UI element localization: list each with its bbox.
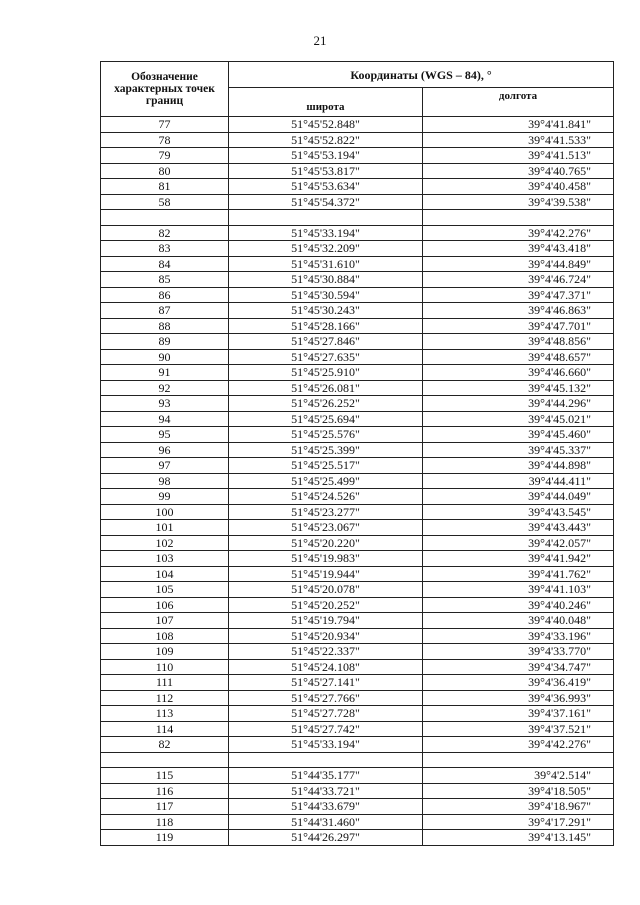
longitude-cell: 39°4'48.856" — [423, 334, 614, 350]
point-id-cell: 92 — [101, 380, 229, 396]
table-row — [101, 830, 614, 846]
latitude-cell: 51°45'53.817" — [229, 163, 423, 179]
point-id-cell: 112 — [101, 690, 229, 706]
empty-cell — [423, 210, 614, 226]
table-row — [101, 396, 614, 412]
table-row — [101, 442, 614, 458]
table-row — [101, 163, 614, 179]
latitude-cell: 51°45'52.822" — [229, 132, 423, 148]
latitude-cell: 51°45'31.610" — [229, 256, 423, 272]
longitude-header: долгота — [423, 88, 614, 117]
longitude-cell: 39°4'37.161" — [423, 706, 614, 722]
latitude-cell: 51°45'30.594" — [229, 287, 423, 303]
latitude-cell: 51°45'19.944" — [229, 566, 423, 582]
empty-cell — [229, 752, 423, 768]
point-id-cell: 87 — [101, 303, 229, 319]
table-row — [101, 303, 614, 319]
longitude-cell: 39°4'43.545" — [423, 504, 614, 520]
point-id-cell: 90 — [101, 349, 229, 365]
table-row — [101, 132, 614, 148]
latitude-cell: 51°45'24.526" — [229, 489, 423, 505]
longitude-cell: 39°4'41.942" — [423, 551, 614, 567]
latitude-cell: 51°45'20.934" — [229, 628, 423, 644]
longitude-cell: 39°4'40.246" — [423, 597, 614, 613]
latitude-cell: 51°44'33.679" — [229, 799, 423, 815]
table-row — [101, 659, 614, 675]
point-id-cell: 108 — [101, 628, 229, 644]
table-row — [101, 148, 614, 164]
longitude-cell: 39°4'46.660" — [423, 365, 614, 381]
table-row — [101, 768, 614, 784]
longitude-cell: 39°4'41.762" — [423, 566, 614, 582]
longitude-cell: 39°4'45.132" — [423, 380, 614, 396]
longitude-cell: 39°4'13.145" — [423, 830, 614, 846]
longitude-cell: 39°4'39.538" — [423, 194, 614, 210]
table-row — [101, 597, 614, 613]
table-row — [101, 380, 614, 396]
latitude-cell: 51°45'22.337" — [229, 644, 423, 660]
table-row — [101, 365, 614, 381]
latitude-cell: 51°44'31.460" — [229, 814, 423, 830]
longitude-cell: 39°4'41.533" — [423, 132, 614, 148]
table-row — [101, 318, 614, 334]
longitude-cell: 39°4'41.103" — [423, 582, 614, 598]
latitude-cell: 51°45'27.846" — [229, 334, 423, 350]
latitude-cell: 51°45'25.694" — [229, 411, 423, 427]
table-separator-row — [101, 210, 614, 226]
point-id-cell: 58 — [101, 194, 229, 210]
point-id-cell: 98 — [101, 473, 229, 489]
longitude-cell: 39°4'40.765" — [423, 163, 614, 179]
latitude-cell: 51°45'23.277" — [229, 504, 423, 520]
point-id-cell: 104 — [101, 566, 229, 582]
latitude-cell: 51°45'20.220" — [229, 535, 423, 551]
point-id-cell: 105 — [101, 582, 229, 598]
point-id-cell: 99 — [101, 489, 229, 505]
table-separator-row — [101, 752, 614, 768]
longitude-cell: 39°4'44.049" — [423, 489, 614, 505]
table-row — [101, 737, 614, 753]
longitude-cell: 39°4'42.276" — [423, 737, 614, 753]
point-id-cell: 85 — [101, 272, 229, 288]
latitude-cell: 51°45'26.081" — [229, 380, 423, 396]
table-row — [101, 256, 614, 272]
longitude-cell: 39°4'40.048" — [423, 613, 614, 629]
table-row — [101, 520, 614, 536]
table-row — [101, 287, 614, 303]
latitude-cell: 51°45'33.194" — [229, 225, 423, 241]
point-id-cell: 96 — [101, 442, 229, 458]
latitude-cell: 51°45'25.517" — [229, 458, 423, 474]
longitude-cell: 39°4'36.993" — [423, 690, 614, 706]
longitude-cell: 39°4'2.514" — [423, 768, 614, 784]
point-id-cell: 82 — [101, 225, 229, 241]
point-id-cell: 113 — [101, 706, 229, 722]
longitude-cell: 39°4'43.418" — [423, 241, 614, 257]
empty-cell — [423, 752, 614, 768]
latitude-cell: 51°45'25.576" — [229, 427, 423, 443]
longitude-cell: 39°4'44.898" — [423, 458, 614, 474]
table-row — [101, 644, 614, 660]
table-row — [101, 334, 614, 350]
point-id-cell: 78 — [101, 132, 229, 148]
table-body — [101, 117, 614, 846]
table-row — [101, 241, 614, 257]
longitude-cell: 39°4'18.505" — [423, 783, 614, 799]
coordinates-table — [100, 61, 614, 846]
table-row — [101, 117, 614, 133]
table-row — [101, 551, 614, 567]
table-row — [101, 613, 614, 629]
latitude-cell: 51°44'26.297" — [229, 830, 423, 846]
longitude-cell: 39°4'47.701" — [423, 318, 614, 334]
point-id-cell: 114 — [101, 721, 229, 737]
table-row — [101, 675, 614, 691]
longitude-cell: 39°4'37.521" — [423, 721, 614, 737]
point-id-cell: 77 — [101, 117, 229, 133]
point-id-cell: 100 — [101, 504, 229, 520]
longitude-cell: 39°4'42.057" — [423, 535, 614, 551]
longitude-cell: 39°4'44.411" — [423, 473, 614, 489]
longitude-cell: 39°4'33.770" — [423, 644, 614, 660]
longitude-cell: 39°4'36.419" — [423, 675, 614, 691]
point-id-cell: 117 — [101, 799, 229, 815]
longitude-cell: 39°4'41.513" — [423, 148, 614, 164]
latitude-cell: 51°45'52.848" — [229, 117, 423, 133]
longitude-cell: 39°4'46.724" — [423, 272, 614, 288]
point-id-cell: 119 — [101, 830, 229, 846]
table-row — [101, 566, 614, 582]
latitude-cell: 51°45'27.635" — [229, 349, 423, 365]
table-row — [101, 473, 614, 489]
latitude-cell: 51°45'23.067" — [229, 520, 423, 536]
table-row — [101, 535, 614, 551]
latitude-cell: 51°45'33.194" — [229, 737, 423, 753]
point-id-cell: 106 — [101, 597, 229, 613]
latitude-cell: 51°45'25.399" — [229, 442, 423, 458]
latitude-cell: 51°45'20.078" — [229, 582, 423, 598]
table-row — [101, 349, 614, 365]
point-id-cell: 118 — [101, 814, 229, 830]
table-row — [101, 628, 614, 644]
table-row — [101, 504, 614, 520]
longitude-cell: 39°4'44.849" — [423, 256, 614, 272]
latitude-cell: 51°45'27.742" — [229, 721, 423, 737]
latitude-cell: 51°45'19.983" — [229, 551, 423, 567]
longitude-cell: 39°4'45.460" — [423, 427, 614, 443]
table-row — [101, 582, 614, 598]
table-row — [101, 721, 614, 737]
point-id-cell: 101 — [101, 520, 229, 536]
point-id-cell: 95 — [101, 427, 229, 443]
table-row — [101, 194, 614, 210]
table-row — [101, 225, 614, 241]
latitude-header: широта — [229, 88, 423, 117]
longitude-cell: 39°4'48.657" — [423, 349, 614, 365]
point-id-cell: 82 — [101, 737, 229, 753]
point-id-cell: 83 — [101, 241, 229, 257]
table-row — [101, 706, 614, 722]
point-id-cell: 103 — [101, 551, 229, 567]
empty-cell — [101, 210, 229, 226]
table-row — [101, 272, 614, 288]
page-number: 21 — [313, 33, 327, 48]
table-row — [101, 427, 614, 443]
table-row — [101, 814, 614, 830]
longitude-cell: 39°4'43.443" — [423, 520, 614, 536]
latitude-cell: 51°45'53.194" — [229, 148, 423, 164]
point-id-cell: 86 — [101, 287, 229, 303]
longitude-cell: 39°4'33.196" — [423, 628, 614, 644]
coordinates-header: Координаты (WGS – 84), ° — [229, 62, 614, 88]
longitude-cell: 39°4'46.863" — [423, 303, 614, 319]
longitude-cell: 39°4'45.021" — [423, 411, 614, 427]
point-id-cell: 84 — [101, 256, 229, 272]
point-id-cell: 110 — [101, 659, 229, 675]
table-row — [101, 458, 614, 474]
latitude-cell: 51°45'53.634" — [229, 179, 423, 195]
point-id-cell: 115 — [101, 768, 229, 784]
table-row — [101, 489, 614, 505]
latitude-cell: 51°45'25.910" — [229, 365, 423, 381]
latitude-cell: 51°45'30.243" — [229, 303, 423, 319]
point-id-cell: 91 — [101, 365, 229, 381]
table-row — [101, 799, 614, 815]
point-id-cell: 79 — [101, 148, 229, 164]
point-designation-header: Обозначение характерных точек границ — [101, 62, 229, 117]
latitude-cell: 51°45'32.209" — [229, 241, 423, 257]
point-id-cell: 102 — [101, 535, 229, 551]
point-id-cell: 111 — [101, 675, 229, 691]
point-id-cell: 97 — [101, 458, 229, 474]
latitude-cell: 51°45'27.766" — [229, 690, 423, 706]
latitude-cell: 51°45'27.728" — [229, 706, 423, 722]
point-id-cell: 107 — [101, 613, 229, 629]
point-id-cell: 94 — [101, 411, 229, 427]
table-row — [101, 783, 614, 799]
latitude-cell: 51°45'25.499" — [229, 473, 423, 489]
latitude-cell: 51°45'27.141" — [229, 675, 423, 691]
longitude-cell: 39°4'45.337" — [423, 442, 614, 458]
latitude-cell: 51°45'28.166" — [229, 318, 423, 334]
longitude-cell: 39°4'40.458" — [423, 179, 614, 195]
table-row — [101, 690, 614, 706]
point-id-cell: 116 — [101, 783, 229, 799]
longitude-cell: 39°4'47.371" — [423, 287, 614, 303]
point-id-cell: 81 — [101, 179, 229, 195]
latitude-cell: 51°44'33.721" — [229, 783, 423, 799]
table-row — [101, 411, 614, 427]
latitude-cell: 51°45'24.108" — [229, 659, 423, 675]
latitude-cell: 51°45'20.252" — [229, 597, 423, 613]
longitude-cell: 39°4'41.841" — [423, 117, 614, 133]
point-id-cell: 80 — [101, 163, 229, 179]
longitude-cell: 39°4'42.276" — [423, 225, 614, 241]
longitude-cell: 39°4'34.747" — [423, 659, 614, 675]
empty-cell — [229, 210, 423, 226]
point-id-cell: 109 — [101, 644, 229, 660]
longitude-cell: 39°4'17.291" — [423, 814, 614, 830]
longitude-cell: 39°4'44.296" — [423, 396, 614, 412]
latitude-cell: 51°45'30.884" — [229, 272, 423, 288]
latitude-cell: 51°45'19.794" — [229, 613, 423, 629]
point-id-cell: 93 — [101, 396, 229, 412]
latitude-cell: 51°44'35.177" — [229, 768, 423, 784]
point-id-cell: 89 — [101, 334, 229, 350]
table-header — [101, 62, 614, 117]
latitude-cell: 51°45'26.252" — [229, 396, 423, 412]
empty-cell — [101, 752, 229, 768]
table-row — [101, 179, 614, 195]
longitude-cell: 39°4'18.967" — [423, 799, 614, 815]
latitude-cell: 51°45'54.372" — [229, 194, 423, 210]
point-id-cell: 88 — [101, 318, 229, 334]
